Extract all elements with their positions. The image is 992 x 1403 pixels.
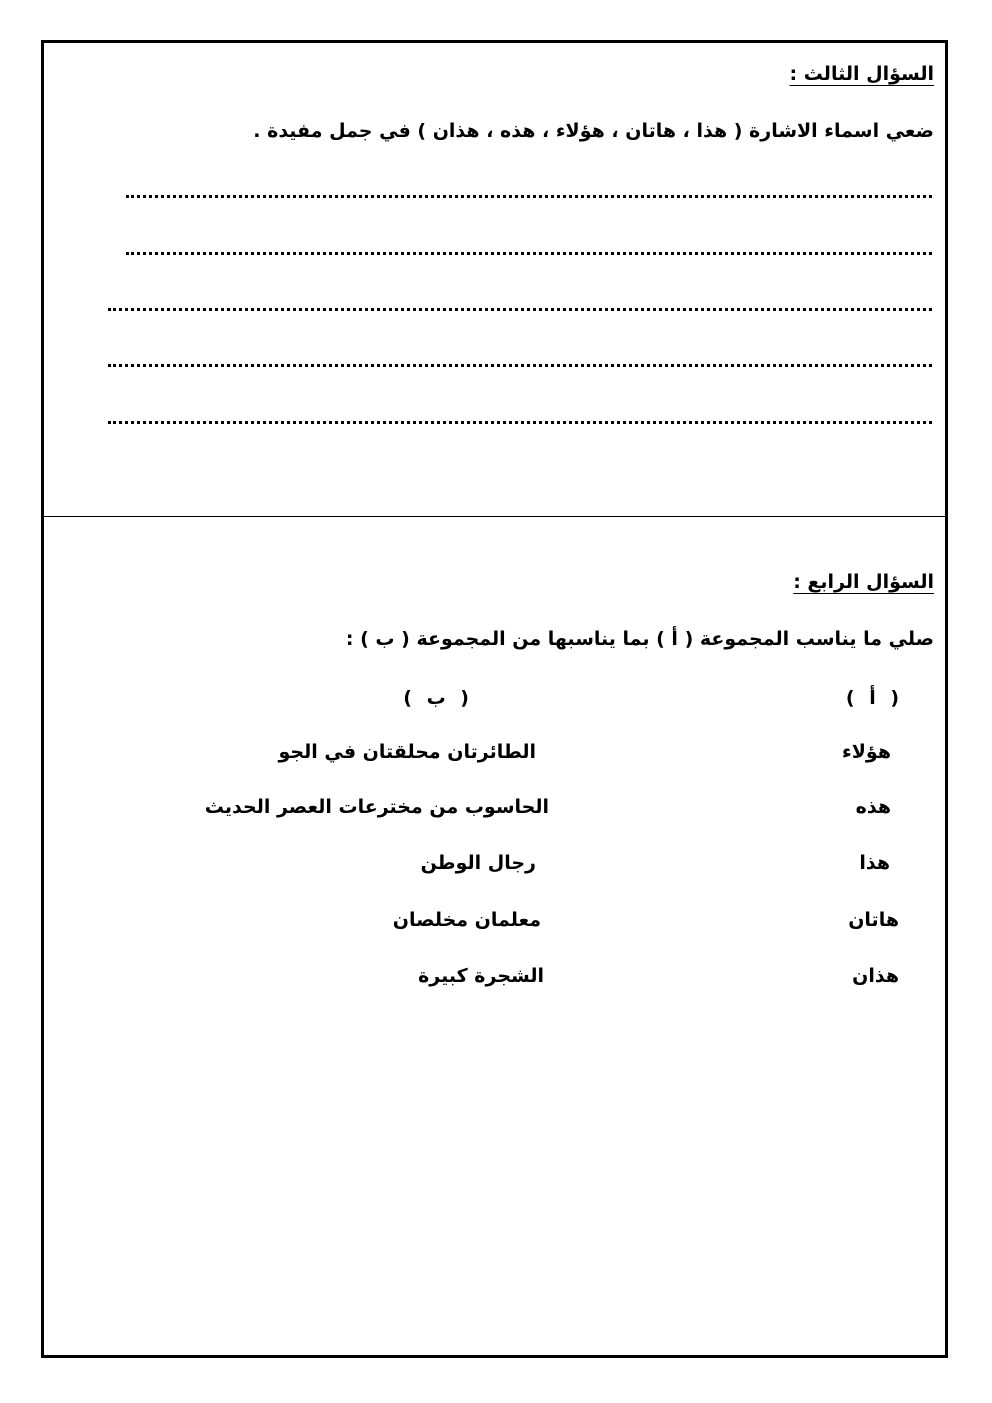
section-divider (41, 516, 948, 517)
column-a-item: هاتان (848, 909, 899, 931)
question4-instruction: صلي ما يناسب المجموعة ( أ ) بما يناسبها من المجموعة ( ب ) : (345, 628, 934, 650)
question3-heading: السؤال الثالث : (789, 63, 934, 85)
question3-instruction: ضعي اسماء الاشارة ( هذا ، هاتان ، هؤلاء ، هذه ، هذان ) في جمل مفيدة . (253, 120, 934, 142)
column-a-item: هذان (852, 965, 899, 987)
column-a-item: هؤلاء (842, 741, 891, 763)
column-b-item: الحاسوب من مخترعات العصر الحديث (204, 796, 549, 818)
column-b-header: ( ب ) (403, 687, 469, 709)
column-b-item: رجال الوطن (420, 852, 536, 874)
answer-line-2[interactable] (126, 252, 932, 255)
column-b-item: الشجرة كبيرة (418, 965, 544, 987)
column-b-item: معلمان مخلصان (392, 909, 541, 931)
answer-line-4[interactable] (108, 364, 932, 367)
column-a-item: هذه (855, 796, 891, 818)
column-a-header: ( أ ) (845, 687, 899, 709)
answer-line-3[interactable] (108, 308, 932, 311)
page-frame (41, 40, 948, 1358)
column-a-item: هذا (859, 852, 890, 874)
answer-line-5[interactable] (108, 421, 932, 424)
answer-line-1[interactable] (126, 195, 932, 198)
column-b-item: الطائرتان محلقتان في الجو (278, 741, 536, 763)
question4-heading: السؤال الرابع : (793, 571, 934, 593)
